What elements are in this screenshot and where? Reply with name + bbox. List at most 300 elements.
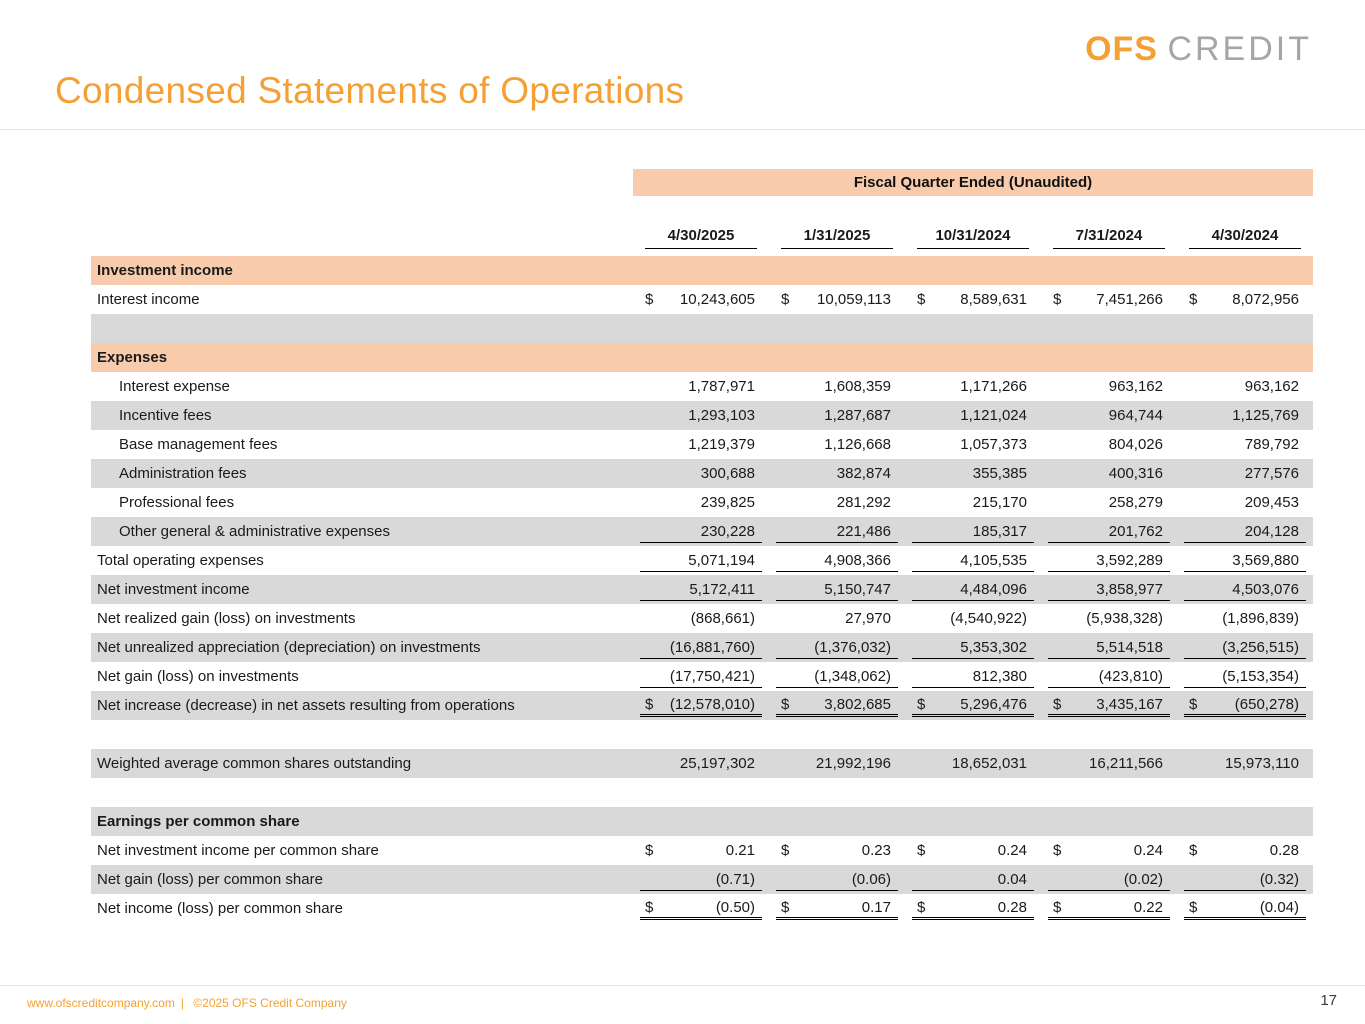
value-cell: [633, 546, 769, 575]
row-label: Net investment income per common share: [97, 842, 379, 859]
value-cell: [1041, 401, 1177, 430]
cell-value: 382,874: [836, 465, 891, 482]
value-cell: [769, 836, 905, 865]
value-cell-inner: [912, 433, 1034, 456]
table-row: [91, 662, 1313, 691]
value-cell: [1177, 575, 1313, 604]
dollar-sign: $: [917, 695, 926, 713]
value-cell: [1041, 865, 1177, 894]
value-cell: [633, 633, 769, 662]
footer: [27, 996, 347, 1010]
value-cell-inner: [1048, 607, 1170, 630]
value-cell-inner: [1184, 433, 1306, 456]
value-cell-inner: [1048, 897, 1170, 920]
value-cell: [769, 459, 905, 488]
value-cell: [1041, 459, 1177, 488]
cell-value: 1,608,359: [824, 378, 891, 395]
value-cell: [633, 488, 769, 517]
cell-value: 10,059,113: [817, 291, 891, 308]
table-row: [91, 430, 1313, 459]
cell-value: (1,376,032): [814, 638, 891, 656]
value-cell-inner: [912, 636, 1034, 659]
value-cell-inner: [640, 868, 762, 891]
dollar-sign: $: [1189, 291, 1198, 308]
value-cell-inner: [912, 868, 1034, 891]
value-cell: [1177, 517, 1313, 546]
column-header-spacer: [91, 227, 633, 254]
value-cell: [1177, 691, 1313, 720]
value-cell: [633, 749, 769, 778]
value-cell: [1177, 285, 1313, 314]
cell-value: 4,503,076: [1232, 580, 1299, 598]
row-label: Incentive fees: [119, 407, 212, 424]
value-cell-inner: [1184, 491, 1306, 514]
value-cell-inner: [776, 839, 898, 862]
value-cell-inner: [1184, 636, 1306, 659]
logo-text-credit: CREDIT: [1167, 30, 1312, 68]
cell-value: 21,992,196: [815, 755, 891, 772]
value-cell: [769, 575, 905, 604]
value-cell: [1041, 604, 1177, 633]
row-label: Net investment income: [97, 581, 250, 598]
value-cell-inner: [776, 607, 898, 630]
table-row: [91, 488, 1313, 517]
value-cell-inner: [912, 491, 1034, 514]
table-row: [91, 575, 1313, 604]
value-cell-inner: [776, 404, 898, 427]
footer-divider: [0, 985, 1365, 986]
cell-value: 8,589,631: [960, 291, 1027, 308]
value-cell-inner: [1184, 520, 1306, 543]
cell-value: 0.22: [1133, 898, 1163, 916]
row-label: Administration fees: [119, 465, 247, 482]
value-cell-inner: [640, 491, 762, 514]
footer-url-link[interactable]: www.ofscreditcompany.com: [27, 996, 175, 1010]
value-cell-inner: [776, 375, 898, 398]
cell-value: 5,514,518: [1096, 638, 1163, 656]
cell-value: 963,162: [1108, 378, 1163, 395]
dollar-sign: $: [1053, 291, 1062, 308]
row-label: Interest expense: [119, 378, 230, 395]
cell-value: 1,125,769: [1232, 407, 1299, 424]
value-cell-inner: [1048, 665, 1170, 688]
cell-value: 18,652,031: [951, 755, 1027, 772]
value-cell: [1177, 662, 1313, 691]
row-label: Other general & administrative expenses: [119, 523, 390, 540]
table-row: [91, 749, 1313, 778]
cell-value: 221,486: [836, 522, 891, 540]
value-cell: [769, 691, 905, 720]
table-row: [91, 546, 1313, 575]
cell-value: 281,292: [836, 494, 891, 511]
column-header-2: [905, 227, 1041, 254]
value-cell: [769, 488, 905, 517]
cell-value: (17,750,421): [669, 667, 755, 685]
cell-value: (5,153,354): [1222, 667, 1299, 685]
value-cell: [905, 865, 1041, 894]
cell-value: 0.17: [861, 898, 891, 916]
cell-value: 7,451,266: [1096, 291, 1163, 308]
value-cell: [633, 575, 769, 604]
cell-value: (12,578,010): [669, 695, 755, 713]
cell-value: 0.28: [1269, 842, 1299, 859]
value-cell: [1041, 749, 1177, 778]
value-cell-inner: [912, 549, 1034, 572]
value-cell: [633, 459, 769, 488]
column-header-4: [1177, 227, 1313, 254]
value-cell: [1177, 459, 1313, 488]
value-cell-inner: [1048, 868, 1170, 891]
condensed-statements-table: [91, 169, 1313, 923]
cell-value: 0.23: [861, 842, 891, 859]
cell-value: (650,278): [1234, 695, 1299, 713]
cell-value: 3,802,685: [824, 695, 891, 713]
table-row: [91, 459, 1313, 488]
section-row: [91, 807, 1313, 836]
value-cell-inner: [912, 694, 1034, 717]
band-spacer: [91, 169, 633, 196]
value-cell: [769, 430, 905, 459]
value-cell-inner: [912, 897, 1034, 920]
value-cell: [1177, 488, 1313, 517]
value-cell: [1177, 401, 1313, 430]
value-cell: [1041, 517, 1177, 546]
table-row: [91, 604, 1313, 633]
cell-value: 0.04: [997, 870, 1027, 888]
value-cell: [769, 894, 905, 923]
cell-value: 185,317: [972, 522, 1027, 540]
cell-value: 0.24: [1133, 842, 1163, 859]
cell-value: 0.21: [725, 842, 755, 859]
value-cell: [1177, 372, 1313, 401]
cell-value: (868,661): [690, 610, 755, 627]
value-cell-inner: [640, 694, 762, 717]
cell-value: 8,072,956: [1232, 291, 1299, 308]
cell-value: 230,228: [700, 522, 755, 540]
row-label: Total operating expenses: [97, 552, 264, 569]
cell-value: 4,908,366: [824, 551, 891, 569]
value-cell: [1041, 836, 1177, 865]
dollar-sign: $: [781, 695, 790, 713]
value-cell: [1041, 691, 1177, 720]
dollar-sign: $: [1189, 898, 1198, 916]
column-header-label: 10/31/2024: [917, 227, 1029, 249]
value-cell: [905, 836, 1041, 865]
value-cell: [905, 401, 1041, 430]
cell-value: 10,243,605: [679, 291, 755, 308]
row-label: Net realized gain (loss) on investments: [97, 610, 356, 627]
value-cell-inner: [1184, 607, 1306, 630]
value-cell: [769, 401, 905, 430]
cell-value: 277,576: [1244, 465, 1299, 482]
value-cell: [905, 372, 1041, 401]
cell-value: (4,540,922): [950, 610, 1027, 627]
value-cell-inner: [640, 665, 762, 688]
row-label: Base management fees: [119, 436, 278, 453]
dollar-sign: $: [645, 842, 654, 859]
value-cell-inner: [776, 288, 898, 311]
table-row: [91, 633, 1313, 662]
row-label: Interest income: [97, 291, 200, 308]
column-header-label: 7/31/2024: [1053, 227, 1165, 249]
cell-value: 300,688: [700, 465, 755, 482]
value-cell: [1041, 633, 1177, 662]
value-cell-inner: [1184, 752, 1306, 775]
cell-value: (0.71): [715, 870, 755, 888]
cell-value: 804,026: [1108, 436, 1163, 453]
cell-value: 5,353,302: [960, 638, 1027, 656]
cell-value: 204,128: [1244, 522, 1299, 540]
value-cell-inner: [912, 288, 1034, 311]
value-cell-inner: [640, 839, 762, 862]
value-cell-inner: [640, 462, 762, 485]
value-cell-inner: [1048, 752, 1170, 775]
column-header-label: 1/31/2025: [781, 227, 893, 249]
value-cell: [633, 894, 769, 923]
value-cell-inner: [640, 375, 762, 398]
dollar-sign: $: [781, 898, 790, 916]
slide-header: [0, 0, 1365, 130]
table-row: [91, 401, 1313, 430]
value-cell-inner: [1048, 578, 1170, 601]
value-cell: [1177, 604, 1313, 633]
column-header-label: 4/30/2024: [1189, 227, 1301, 249]
row-label: Net increase (decrease) in net assets resulting from operations: [97, 697, 515, 714]
value-cell: [633, 430, 769, 459]
value-cell-inner: [1184, 665, 1306, 688]
cell-value: 3,435,167: [1096, 695, 1163, 713]
cell-value: 964,744: [1108, 407, 1163, 424]
value-cell: [633, 836, 769, 865]
value-cell-inner: [1184, 897, 1306, 920]
value-cell: [1177, 430, 1313, 459]
cell-value: (423,810): [1098, 667, 1163, 685]
value-cell-inner: [1184, 578, 1306, 601]
value-cell-inner: [1048, 694, 1170, 717]
cell-value: 201,762: [1108, 522, 1163, 540]
value-cell-inner: [776, 491, 898, 514]
table-row: [91, 894, 1313, 923]
dollar-sign: $: [1053, 695, 1062, 713]
row-label: Weighted average common shares outstanding: [97, 755, 412, 772]
cell-value: 1,787,971: [688, 378, 755, 395]
dollar-sign: $: [645, 898, 654, 916]
fiscal-quarter-band: Fiscal Quarter Ended (Unaudited): [633, 169, 1313, 196]
value-cell-inner: [912, 578, 1034, 601]
cell-value: 400,316: [1108, 465, 1163, 482]
value-cell-inner: [640, 288, 762, 311]
cell-value: 1,293,103: [688, 407, 755, 424]
value-cell: [769, 372, 905, 401]
value-cell-inner: [1184, 404, 1306, 427]
dollar-sign: $: [781, 842, 790, 859]
value-cell-inner: [1048, 636, 1170, 659]
value-cell-inner: [776, 433, 898, 456]
cell-value: (16,881,760): [669, 638, 755, 656]
value-cell: [769, 546, 905, 575]
band-row: [91, 169, 1313, 196]
value-cell: [633, 372, 769, 401]
value-cell: [905, 459, 1041, 488]
value-cell-inner: [640, 897, 762, 920]
page-title: Condensed Statements of Operations: [55, 70, 685, 111]
value-cell-inner: [912, 520, 1034, 543]
value-cell-inner: [640, 520, 762, 543]
dollar-sign: $: [781, 291, 790, 308]
value-cell-inner: [912, 665, 1034, 688]
value-cell: [905, 633, 1041, 662]
row-label: Net income (loss) per common share: [97, 900, 343, 917]
cell-value: (0.04): [1259, 898, 1299, 916]
column-header-label: 4/30/2025: [645, 227, 757, 249]
value-cell: [633, 691, 769, 720]
cell-value: 209,453: [1244, 494, 1299, 511]
cell-value: 4,484,096: [960, 580, 1027, 598]
value-cell: [1177, 865, 1313, 894]
value-cell: [1041, 430, 1177, 459]
value-cell-inner: [640, 752, 762, 775]
value-cell-inner: [1184, 694, 1306, 717]
value-cell-inner: [640, 549, 762, 572]
value-cell: [905, 691, 1041, 720]
cell-value: 789,792: [1244, 436, 1299, 453]
cell-value: 1,219,379: [688, 436, 755, 453]
value-cell-inner: [1184, 375, 1306, 398]
value-cell: [1041, 894, 1177, 923]
cell-value: 25,197,302: [679, 755, 755, 772]
value-cell-inner: [776, 462, 898, 485]
table-row: [91, 865, 1313, 894]
value-cell-inner: [912, 404, 1034, 427]
value-cell: [633, 662, 769, 691]
cell-value: 812,380: [972, 667, 1027, 685]
value-cell: [769, 749, 905, 778]
cell-value: 15,973,110: [1225, 755, 1299, 772]
column-header-1: [769, 227, 905, 254]
value-cell: [633, 517, 769, 546]
value-cell: [769, 604, 905, 633]
dollar-sign: $: [1053, 898, 1062, 916]
value-cell: [633, 865, 769, 894]
value-cell-inner: [640, 607, 762, 630]
value-cell: [905, 488, 1041, 517]
value-cell-inner: [1048, 404, 1170, 427]
value-cell: [905, 546, 1041, 575]
column-header-3: [1041, 227, 1177, 254]
value-cell: [769, 633, 905, 662]
cell-value: 0.24: [997, 842, 1027, 859]
dollar-sign: $: [1189, 695, 1198, 713]
dollar-sign: $: [917, 291, 926, 308]
row-label: Net unrealized appreciation (depreciation) on investments: [97, 639, 481, 656]
value-cell-inner: [640, 636, 762, 659]
column-header-0: [633, 227, 769, 254]
cell-value: 3,592,289: [1096, 551, 1163, 569]
page-number: 17: [1320, 992, 1337, 1009]
row-label: Professional fees: [119, 494, 235, 511]
value-cell: [1041, 285, 1177, 314]
value-cell: [769, 662, 905, 691]
cell-value: (5,938,328): [1086, 610, 1163, 627]
value-cell-inner: [776, 520, 898, 543]
value-cell: [769, 285, 905, 314]
value-cell: [1041, 372, 1177, 401]
spacer-row: [91, 314, 1313, 343]
cell-value: 215,170: [972, 494, 1027, 511]
value-cell-inner: [1184, 462, 1306, 485]
value-cell: [633, 285, 769, 314]
cell-value: (0.02): [1123, 870, 1163, 888]
value-cell-inner: [640, 404, 762, 427]
dollar-sign: $: [645, 695, 654, 713]
value-cell: [769, 865, 905, 894]
value-cell-inner: [1048, 288, 1170, 311]
value-cell-inner: [776, 549, 898, 572]
cell-value: (0.06): [851, 870, 891, 888]
dollar-sign: $: [645, 291, 654, 308]
value-cell-inner: [776, 578, 898, 601]
value-cell: [1041, 488, 1177, 517]
value-cell: [633, 401, 769, 430]
cell-value: 1,126,668: [824, 436, 891, 453]
row-label: Investment income: [97, 262, 233, 279]
value-cell: [1177, 749, 1313, 778]
cell-value: (1,896,839): [1222, 610, 1299, 627]
cell-value: 0.28: [997, 898, 1027, 916]
cell-value: 5,172,411: [689, 580, 755, 598]
value-cell: [1177, 633, 1313, 662]
value-cell-inner: [1048, 462, 1170, 485]
footer-separator: |: [180, 996, 184, 1010]
value-cell-inner: [776, 636, 898, 659]
value-cell-inner: [1184, 288, 1306, 311]
cell-value: 355,385: [972, 465, 1027, 482]
cell-value: 5,296,476: [960, 695, 1027, 713]
column-header-row: [91, 227, 1313, 254]
value-cell: [1041, 546, 1177, 575]
cell-value: 963,162: [1244, 378, 1299, 395]
value-cell: [905, 662, 1041, 691]
value-cell: [1041, 662, 1177, 691]
value-cell-inner: [776, 868, 898, 891]
cell-value: (0.32): [1259, 870, 1299, 888]
value-cell: [905, 285, 1041, 314]
row-label: Expenses: [97, 349, 168, 366]
value-cell-inner: [1048, 491, 1170, 514]
cell-value: 239,825: [700, 494, 755, 511]
dollar-sign: $: [1189, 842, 1198, 859]
value-cell: [1177, 836, 1313, 865]
value-cell-inner: [1048, 433, 1170, 456]
footer-copyright: ©2025 OFS Credit Company: [193, 996, 347, 1010]
row-label: Earnings per common share: [97, 813, 300, 830]
value-cell: [905, 430, 1041, 459]
table-row: [91, 836, 1313, 865]
cell-value: 4,105,535: [960, 551, 1027, 569]
value-cell: [905, 575, 1041, 604]
value-cell-inner: [776, 897, 898, 920]
value-cell-inner: [776, 665, 898, 688]
value-cell-inner: [1048, 839, 1170, 862]
table-row: [91, 372, 1313, 401]
table-row: [91, 285, 1313, 314]
row-label: Net gain (loss) on investments: [97, 668, 299, 685]
value-cell: [1177, 894, 1313, 923]
value-cell: [633, 604, 769, 633]
value-cell: [905, 517, 1041, 546]
section-row: [91, 343, 1313, 372]
value-cell-inner: [912, 462, 1034, 485]
